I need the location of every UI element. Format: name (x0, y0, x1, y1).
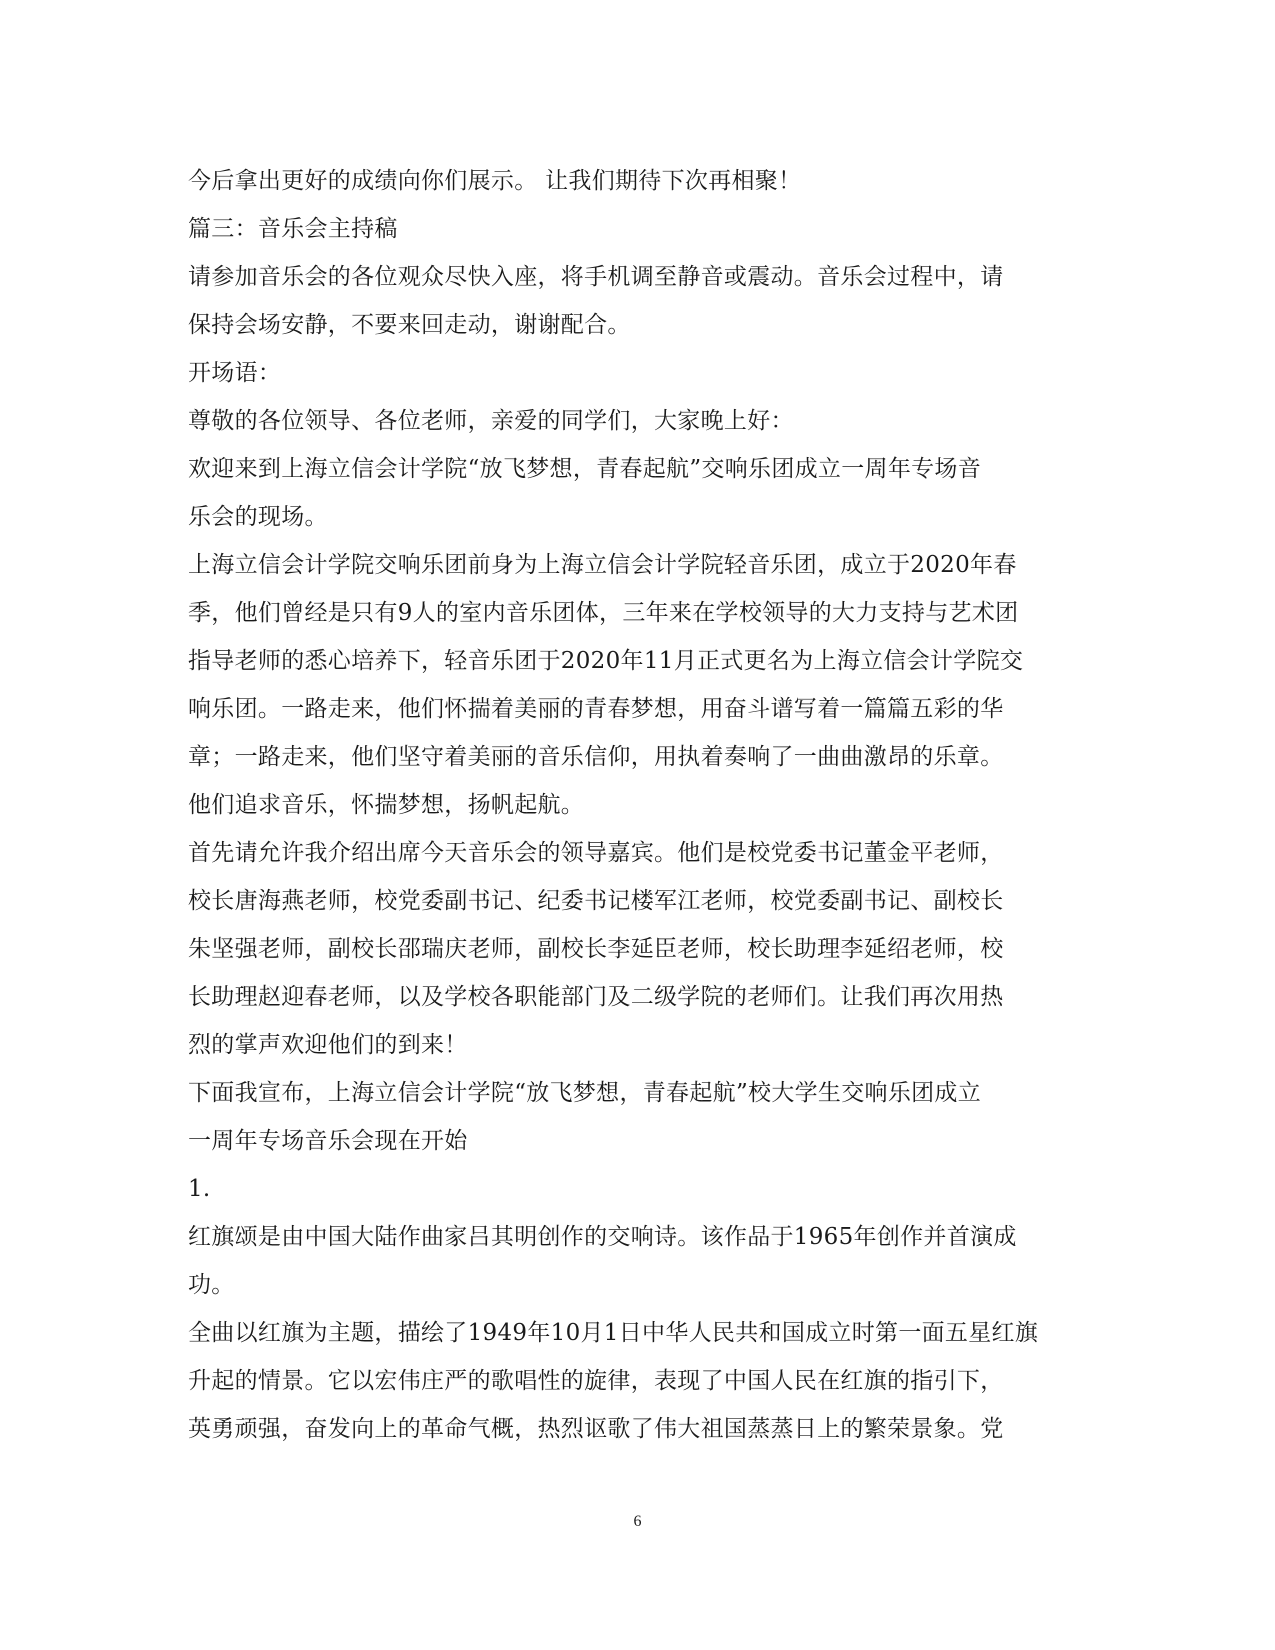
text-line: 升起的情景。它以宏伟庄严的歌唱性的旋律，表现了中国人民在红旗的指引下， (188, 1368, 1004, 1394)
list-number: 1. (188, 1176, 211, 1202)
text-line: 请参加音乐会的各位观众尽快入座，将手机调至静音或震动。音乐会过程中，请 (188, 264, 1004, 290)
text-line: 首先请允许我介绍出席今天音乐会的领导嘉宾。他们是校党委书记董金平老师， (188, 840, 1004, 866)
text-line: 指导老师的悉心培养下，轻音乐团于2020年11月正式更名为上海立信会计学院交 (188, 648, 1024, 674)
text-line: 上海立信会计学院交响乐团前身为上海立信会计学院轻音乐团，成立于2020年春 (188, 552, 1017, 578)
text-line: 功。 (188, 1272, 235, 1298)
text-line: 朱坚强老师，副校长邵瑞庆老师，副校长李延臣老师，校长助理李延绍老师，校 (188, 936, 1004, 962)
text-line: 长助理赵迎春老师，以及学校各职能部门及二级学院的老师们。让我们再次用热 (188, 984, 1004, 1010)
text-line: 英勇顽强，奋发向上的革命气概，热烈讴歌了伟大祖国蒸蒸日上的繁荣景象。党 (188, 1416, 1004, 1442)
text-line: 保持会场安静，不要来回走动，谢谢配合。 (188, 312, 631, 338)
text-line: 校长唐海燕老师，校党委副书记、纪委书记楼军江老师，校党委副书记、副校长 (188, 888, 1004, 914)
text-line: 响乐团。一路走来，他们怀揣着美丽的青春梦想，用奋斗谱写着一篇篇五彩的华 (188, 696, 1004, 722)
text-line: 乐会的现场。 (188, 504, 328, 530)
text-line: 今后拿出更好的成绩向你们展示。 让我们期待下次再相聚！ (188, 168, 802, 194)
text-line: 季，他们曾经是只有9人的室内音乐团体，三年来在学校领导的大力支持与艺术团 (188, 600, 1019, 626)
page-number: 6 (633, 1513, 642, 1530)
text-line: 烈的掌声欢迎他们的到来！ (188, 1032, 468, 1058)
text-line: 章；一路走来，他们坚守着美丽的音乐信仰，用执着奏响了一曲曲激昂的乐章。 (188, 744, 1004, 770)
text-line: 他们追求音乐，怀揣梦想，扬帆起航。 (188, 792, 585, 818)
text-line: 全曲以红旗为主题，描绘了1949年10月1日中华人民共和国成立时第一面五星红旗 (188, 1320, 1039, 1346)
text-line: 欢迎来到上海立信会计学院“放飞梦想，青春起航”交响乐团成立一周年专场音 (188, 456, 982, 482)
text-line: 开场语： (188, 360, 282, 386)
text-line: 红旗颂是由中国大陆作曲家吕其明创作的交响诗。该作品于1965年创作并首演成 (188, 1224, 1017, 1250)
text-line: 尊敬的各位领导、各位老师，亲爱的同学们，大家晚上好： (188, 408, 794, 434)
section-heading: 篇三：音乐会主持稿 (188, 216, 398, 242)
text-line: 下面我宣布，上海立信会计学院“放飞梦想，青春起航”校大学生交响乐团成立 (188, 1080, 982, 1106)
text-line: 一周年专场音乐会现在开始 (188, 1128, 468, 1154)
body-text (188, 157, 1068, 1453)
